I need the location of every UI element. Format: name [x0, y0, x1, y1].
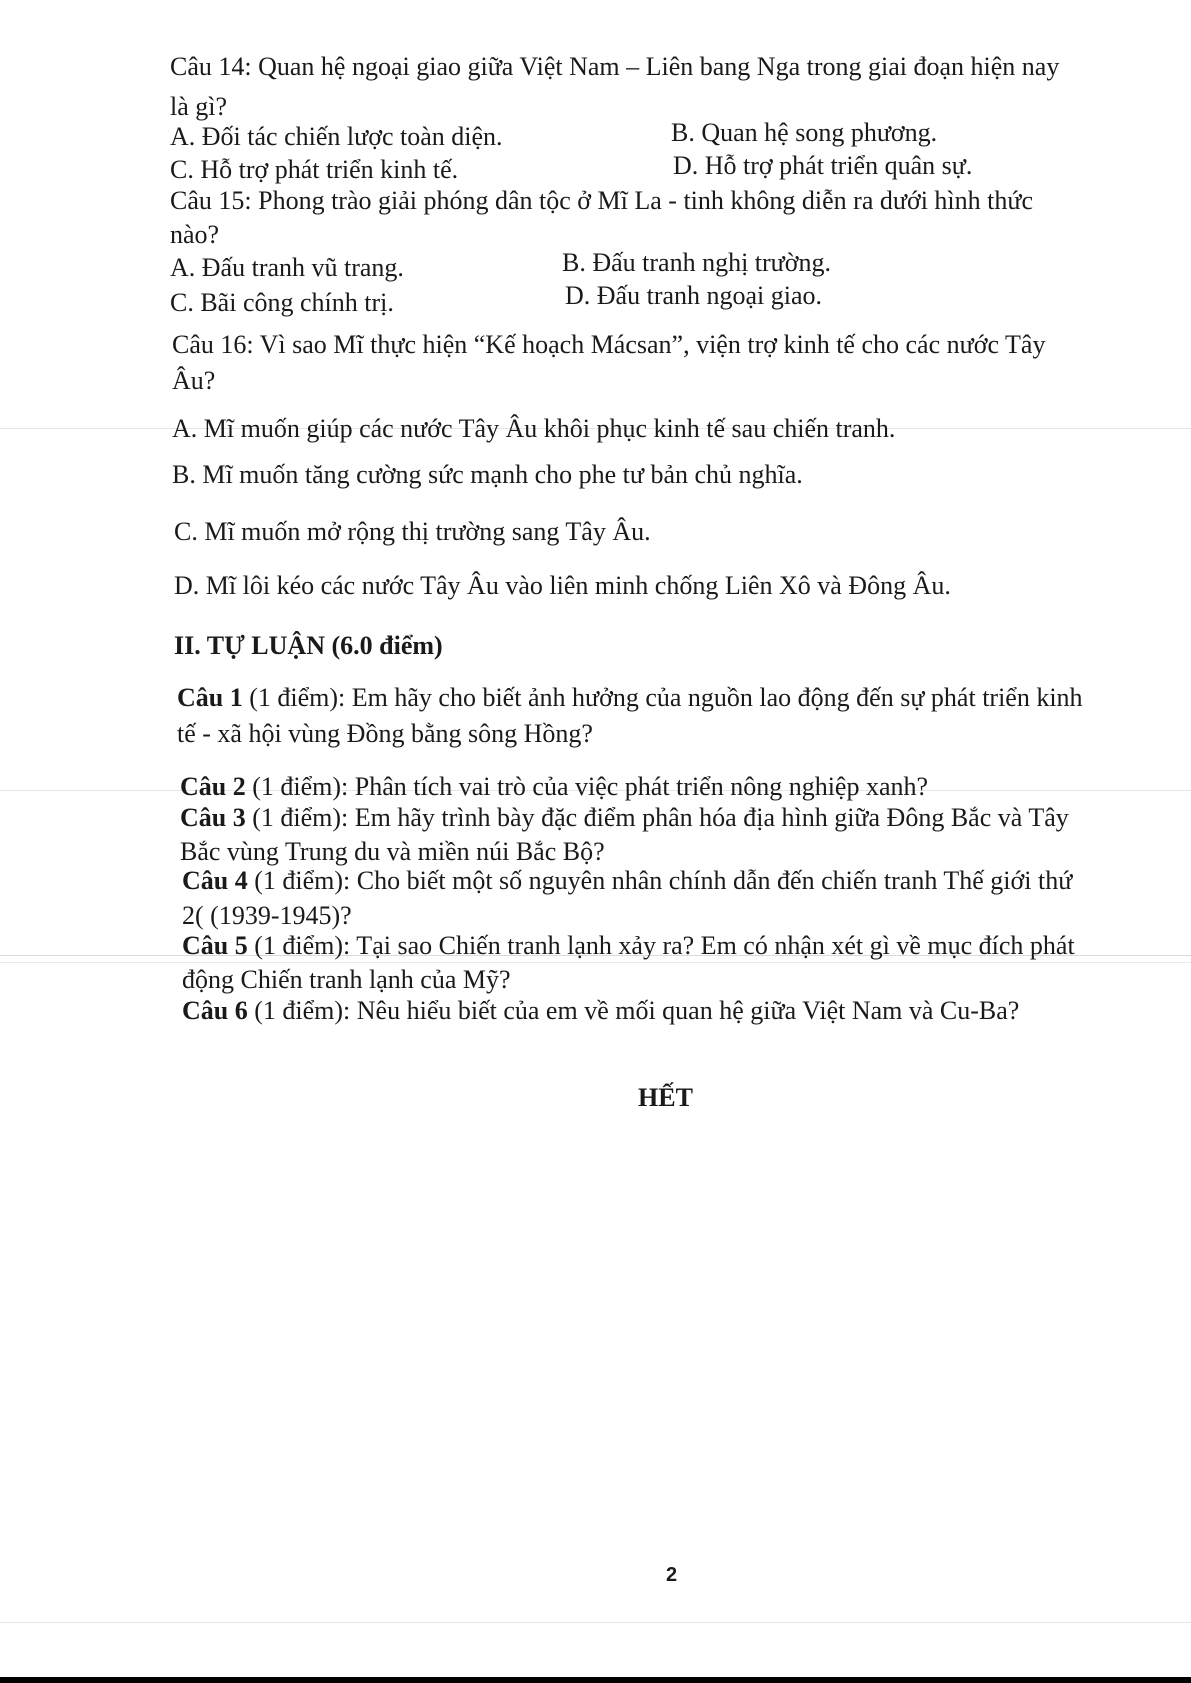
essay-question-1: [177, 683, 1083, 713]
question-text: (1 điểm): Cho biết một số nguyên nhân chính dẫn đến chiến tranh Thế giới thứ: [247, 866, 1073, 895]
essay-question-6: [182, 996, 1019, 1026]
option-c: C. Bãi công chính trị.: [170, 288, 394, 317]
question-text: (1 điểm): Tại sao Chiến tranh lạnh xảy ra? Em có nhận xét gì về mục đích phát: [247, 931, 1075, 960]
question-15-text: Câu 15: Phong trào giải phóng dân tộc ở Mĩ La - tinh không diễn ra dưới hình thức: [170, 186, 1034, 215]
question-16-text: Câu 16: Vì sao Mĩ thực hiện “Kế hoạch Mácsan”, viện trợ kinh tế cho các nước Tây: [172, 330, 1046, 359]
question-label: Câu 1: [177, 683, 243, 712]
question-16-text-cont: Âu?: [172, 366, 216, 395]
essay-question-5: [182, 931, 1075, 961]
essay-question-2: [180, 772, 928, 802]
option-c: C. Hỗ trợ phát triển kinh tế.: [170, 155, 459, 184]
question-15-text-cont: nào?: [170, 220, 220, 249]
option-d: D. Mĩ lôi kéo các nước Tây Âu vào liên minh chống Liên Xô và Đông Âu.: [174, 571, 951, 600]
end-marker: HẾT: [638, 1083, 693, 1112]
option-b: B. Mĩ muốn tăng cường sức mạnh cho phe tư bản chủ nghĩa.: [172, 460, 803, 489]
question-14-text-cont: là gì?: [170, 92, 228, 121]
scan-artifact-line: [0, 1622, 1191, 1623]
essay-question-4: [182, 866, 1072, 896]
option-c: C. Mĩ muốn mở rộng thị trường sang Tây Âu.: [174, 517, 651, 546]
option-a: A. Đối tác chiến lược toàn diện.: [170, 122, 503, 151]
question-text: (1 điểm): Em hãy trình bày đặc điểm phân hóa địa hình giữa Đông Bắc và Tây: [245, 803, 1069, 832]
option-b: B. Đấu tranh nghị trường.: [562, 248, 832, 277]
scan-border: [0, 1677, 1191, 1683]
essay-question-3: [180, 803, 1069, 833]
option-b: B. Quan hệ song phương.: [671, 118, 938, 147]
option-a: A. Mĩ muốn giúp các nước Tây Âu khôi phục kinh tế sau chiến tranh.: [172, 414, 896, 443]
question-text: (1 điểm): Nêu hiểu biết của em về mối quan hệ giữa Việt Nam và Cu-Ba?: [247, 996, 1020, 1025]
section-heading: II. TỰ LUẬN (6.0 điểm): [174, 631, 443, 660]
option-d: D. Hỗ trợ phát triển quân sự.: [673, 151, 973, 180]
page-number: 2: [666, 1564, 678, 1586]
question-text: (1 điểm): Phân tích vai trò của việc phát triển nông nghiệp xanh?: [245, 772, 929, 801]
essay-question-4-cont: 2( (1939-1945)?: [182, 901, 352, 930]
question-label: Câu 4: [182, 866, 248, 895]
question-text: (1 điểm): Em hãy cho biết ảnh hưởng của nguồn lao động đến sự phát triển kinh: [242, 683, 1083, 712]
question-label: Câu 2: [180, 772, 246, 801]
question-label: Câu 3: [180, 803, 246, 832]
question-label: Câu 6: [182, 996, 248, 1025]
scan-artifact-line: [0, 962, 1191, 963]
option-a: A. Đấu tranh vũ trang.: [170, 253, 404, 282]
question-label: Câu 5: [182, 931, 248, 960]
essay-question-5-cont: động Chiến tranh lạnh của Mỹ?: [182, 965, 511, 994]
option-d: D. Đấu tranh ngoại giao.: [565, 281, 823, 310]
essay-question-3-cont: Bắc vùng Trung du và miền núi Bắc Bộ?: [180, 837, 605, 866]
question-14-text: Câu 14: Quan hệ ngoại giao giữa Việt Nam – Liên bang Nga trong giai đoạn hiện nay: [170, 52, 1060, 81]
essay-question-1-cont: tế - xã hội vùng Đồng bằng sông Hồng?: [177, 719, 593, 748]
